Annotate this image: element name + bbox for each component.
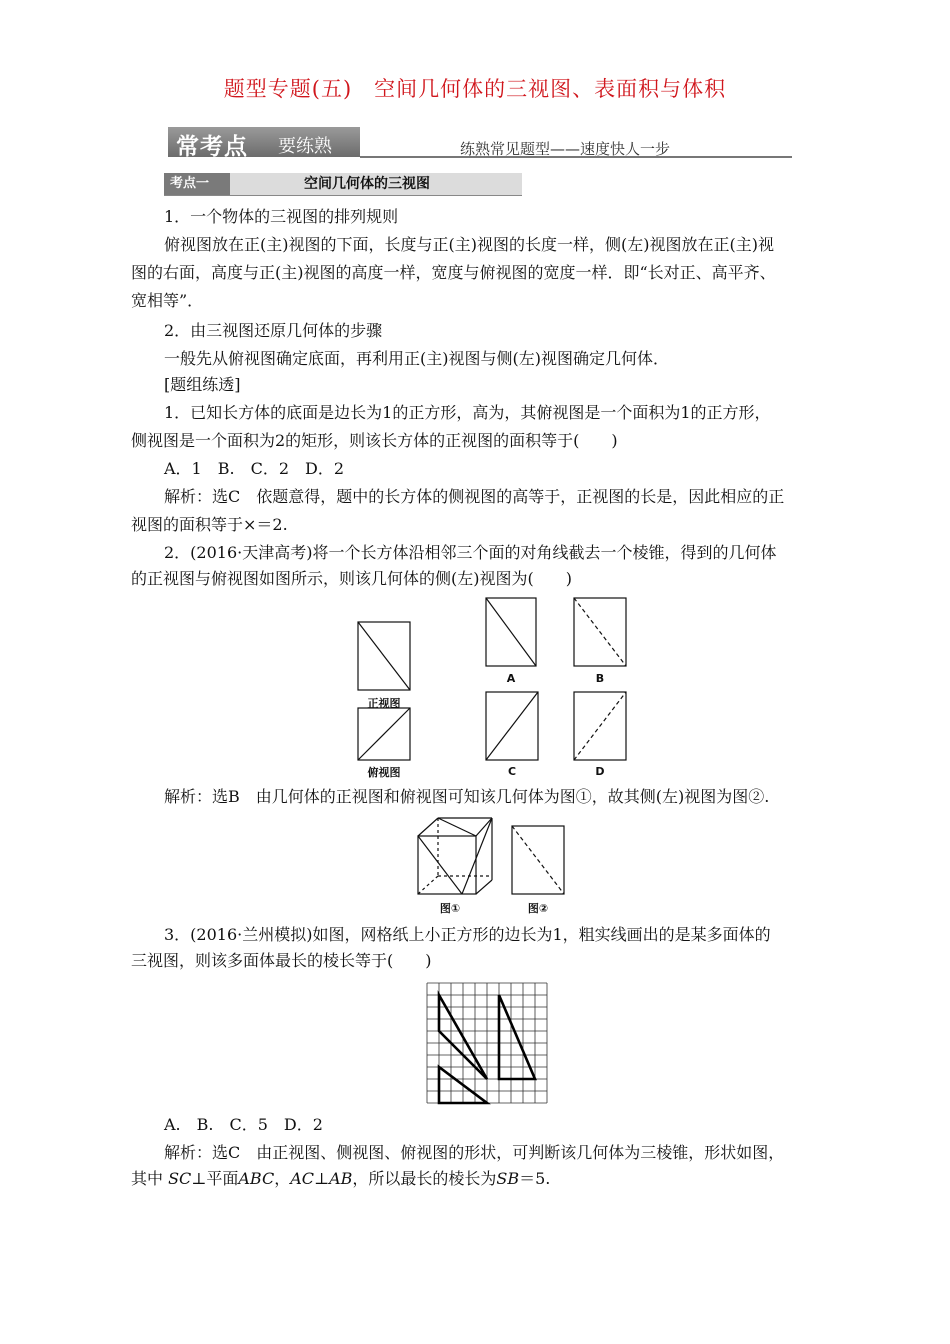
figure-1-solid [418,818,492,894]
math-ab: AB [329,1169,353,1188]
banner-main-text: 常考点 [176,134,248,160]
q1-text: 侧视图是一个面积为2的矩形，则该长方体的正视图的面积等于( ) [131,431,618,450]
rule-text-line: 图的右面，高度与正(主)视图的高度一样，宽度与俯视图的宽度一样．即“长对正、高平齐、 [131,263,776,282]
top-view-label: 俯视图 [367,766,401,779]
topic-header [164,173,522,196]
section-banner [168,127,360,160]
topic-label: 考点一 [164,173,230,195]
banner-secondary-text: 要练熟 [278,136,332,157]
page-title: 题型专题(五) 空间几何体的三视图、表面积与体积 [223,77,727,101]
banner-subtitle: 练熟常见题型——速度快人一步 [460,140,671,158]
q3-answer [131,1166,550,1192]
text-segment: ，所以最长的棱长为 [352,1169,497,1188]
text-segment: ⊥平面 [191,1169,239,1188]
option-c-figure [486,692,538,760]
q3-grid-figure [426,982,552,1102]
text-segment: ⊥ [314,1169,330,1188]
side-view-triangle [499,995,535,1079]
figure-1-label: 图① [439,902,461,915]
rule-text-line: 俯视图放在正(主)视图的下面，长度与正(主)视图的长度一样，侧(左)视图放在正(主)视 [164,235,774,254]
option-b-figure [574,598,626,666]
front-view-figure [358,622,410,690]
rule-heading-2: 2．由三视图还原几何体的步骤 [164,321,383,340]
figure-2-side-view [512,826,564,894]
q3-text: 三视图，则该多面体最长的棱长等于( ) [131,951,432,970]
q2-text: 2．(2016·天津高考)将一个长方体沿相邻三个面的对角线截去一个棱锥，得到的几何体 [164,543,777,562]
option-c-label: C [507,765,517,778]
q2-answer: 解析：选B 由几何体的正视图和俯视图可知该几何体为图①，故其侧(左)视图为图②. [164,787,770,806]
rule-text-line: 一般先从俯视图确定底面，再利用正(主)视图与侧(左)视图确定几何体． [164,349,669,368]
option-d-figure [574,692,626,760]
q2-text: 的正视图与俯视图如图所示，则该几何体的侧(左)视图为( ) [131,569,572,588]
text-segment: 其中 [131,1169,169,1188]
math-abc: ABC [238,1169,275,1188]
option-d-label: D [595,765,605,778]
option-a-figure [486,598,536,666]
text-segment: ＝5. [519,1169,551,1188]
option-a-label: A [506,672,516,685]
q1-options: A．1 B. C．2 D．2 [164,459,345,478]
q1-answer: 解析：选C 依题意得，题中的长方体的侧视图的高等于，正视图的长是，因此相应的正 [164,487,785,506]
front-view-label: 正视图 [367,697,401,710]
rule-text-line: 宽相等”． [131,291,204,310]
q1-text: 1．已知长方体的底面是边长为1的正方形，高为，其俯视图是一个面积为1的正方形， [164,403,771,422]
practice-label: [题组练透] [164,375,241,394]
math-sc: SC [168,1169,192,1188]
figure-2-label: 图② [527,902,549,915]
top-view-figure [358,708,410,760]
rule-heading-1: 1．一个物体的三视图的排列规则 [164,207,399,226]
math-sb: SB [496,1169,520,1188]
q3-options: A. B. C．5 D．2 [164,1115,323,1134]
topic-title: 空间几何体的三视图 [304,176,430,192]
math-ac: AC [290,1169,315,1188]
q1-answer: 视图的面积等于×＝2. [131,515,288,534]
text-segment: ， [274,1169,291,1188]
q3-answer: 解析：选C 由正视图、侧视图、俯视图的形状，可判断该几何体为三棱锥，形状如图， [164,1143,785,1162]
option-b-label: B [595,672,605,685]
q3-text: 3．(2016·兰州模拟)如图，网格纸上小正方形的边长为1，粗实线画出的是某多面体的 [164,925,771,944]
